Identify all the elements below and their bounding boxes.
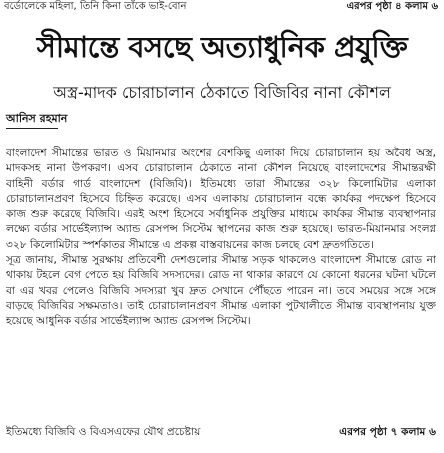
- article-final-row: [6, 424, 436, 440]
- continuation-jump: এরপর পৃষ্ঠা ৭ কলাম ৬: [339, 426, 436, 438]
- article-final-line: ইতিমধ্যে বিজিবি ও বিএসএফের যৌথ প্রচেষ্টায়: [6, 426, 201, 438]
- article-paragraph-1: বাংলাদেশ সীমান্তের ভারত ও মিয়ানমার অংশের বেশকিছু এলাকা দিয়ে চোরাচালান হয় অবৈধ অস্ত্র, মাদকসহ নানা উপকরণ। এসব চোরাচালান ঠেকাতে নানা কৌশল নিয়েছে বাংলাদেশের সীমান্তরক্ষী বাহিনী বর্ডার গার্ড বাংলাদেশ (বিজিবি)। ইতিমধ্যে তারা সীমান্তের ৩২৮ কিলোমিটার এলাকা চোরাচালানপ্রবণ হিসেবে চিহ্নিত করেছে। এসব এলাকায় চোরাচালান বন্ধে কার্যকর পদক্ষেপ হিসেবে কাজ শুরু করেছে বিজিবি। এরই অংশ হিসেবে সর্বাধুনিক প্রযুক্তির মাধ্যমে কার্যকর সীমান্ত ব্যবস্থাপনার লক্ষ্যে বর্ডার সার্ভেইল্যান্স অ্যান্ড রেসপন্স সিস্টেম স্থাপনের কাজ শুরু হয়েছে। ভারত-মিয়ানমার সংলগ্ন ৩২৮ কিলোমিটার স্পর্শকাতর সীমান্তে এ প্রকল্প বাস্তবায়নের কাজ চলছে বেশ দ্রুতগতিতে।: [6, 147, 436, 251]
- byline: আনিস রহমান: [6, 112, 68, 125]
- previous-article-jump: এরপর পৃষ্ঠা ৪ কলাম ৬: [346, 1, 438, 12]
- previous-article-tail: বর্ডোলেকে মহিলা, তিনি কিনা তাঁকে ভাই-বোন: [4, 1, 187, 12]
- headline: সীমান্তে বসছে অত্যাধুনিক প্রযুক্তি: [36, 30, 408, 64]
- article-paragraph-2: সূত্র জানায়, সীমান্ত সুরক্ষায় প্রতিবেশী দেশগুলোর সীমান্ত সড়ক থাকলেও বাংলাদেশ সীমান্তে রোড না থাকায় টহলে বেগ পেতে হয় বিজিবি সদস্যদের। রোড না থাকার কারণে যে কোনো ধরনের ঘটনা ঘটলে বা এর খবর পেলেও বিজিবি সদস্যরা খুব দ্রুত সেখানে পৌঁছতে পারেন না। তবে সময়ের সঙ্গে সঙ্গে বাড়ছে বিজিবির সক্ষমতাও। তাই চোরাচালানপ্রবণ সীমান্ত এলাকা পুটখালীতে সীমান্ত ব্যবস্থাপনায় যুক্ত হয়েছে আধুনিক বর্ডার সার্ভেইল্যান্স অ্যান্ড রেসপন্স সিস্টেম।: [6, 254, 436, 328]
- previous-article-strip: [4, 0, 438, 14]
- subheadline: অস্ত্র-মাদক চোরাচালান ঠেকাতে বিজিবির নানা কৌশল: [53, 83, 391, 102]
- byline-underline: [6, 128, 58, 129]
- article-body: [6, 146, 436, 424]
